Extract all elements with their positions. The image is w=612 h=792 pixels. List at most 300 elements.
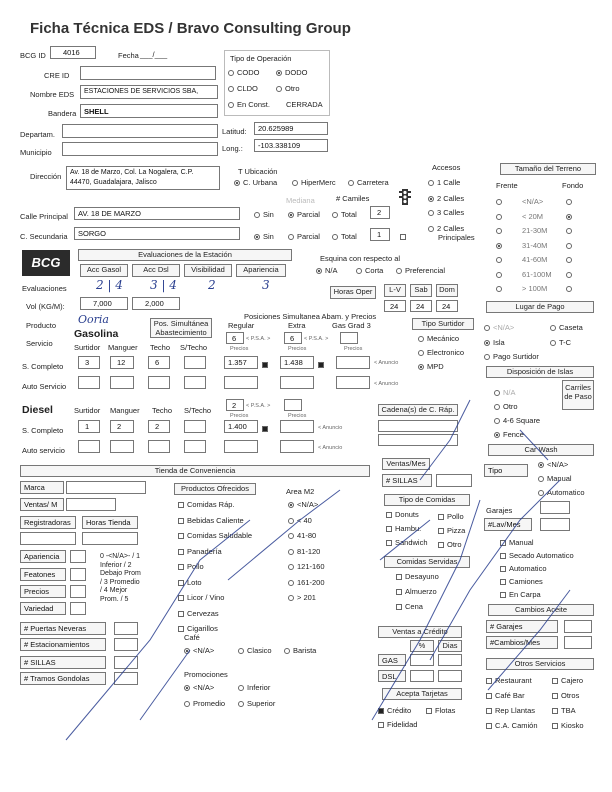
otro-servicio-label: Café Bar: [495, 691, 525, 700]
cafe-label: Café: [184, 633, 200, 642]
dsl-techo-field[interactable]: 2: [148, 420, 170, 433]
bcg-id-field[interactable]: 4016: [50, 46, 96, 59]
producto-check[interactable]: [178, 516, 244, 525]
car-wash-tipo: Tipo: [484, 464, 528, 477]
horas-sab-header: Sab: [410, 284, 432, 297]
otros-header: Otros Servicios: [486, 658, 594, 670]
cambios-garajes-field[interactable]: [564, 620, 592, 633]
regular-label: Regular: [228, 321, 255, 330]
producto-check[interactable]: [178, 609, 219, 618]
bcg-id-label: BCG ID: [20, 51, 46, 60]
dsl-stecho-field[interactable]: [184, 420, 206, 433]
producto-check[interactable]: [178, 593, 224, 602]
auto-extra-price[interactable]: [280, 376, 314, 389]
terreno-frente-radio[interactable]: [496, 270, 505, 279]
dsl-auto-manguer[interactable]: [110, 440, 134, 453]
tarjetas-header: Acepta Tarjetas: [382, 688, 462, 700]
dsl-pos2-field[interactable]: [284, 399, 302, 411]
dsl-price2-field[interactable]: [280, 420, 314, 433]
sin-radio-1[interactable]: Sin: [254, 210, 274, 219]
credito-dsl-pct[interactable]: [410, 670, 434, 682]
cw-manual-check[interactable]: Manual: [500, 538, 534, 547]
accesos-4-sub: Principales: [438, 233, 475, 242]
cw-carpa-check[interactable]: En Carpa: [500, 590, 541, 599]
accesos-3-radio[interactable]: 3 Calles: [428, 208, 464, 217]
estacionamientos-field[interactable]: [114, 638, 138, 651]
auto-servicio-label: Auto Servicio: [22, 382, 67, 391]
area-radio[interactable]: [288, 578, 325, 587]
dsl-pos-field[interactable]: 2: [226, 399, 244, 411]
cafe-na-radio[interactable]: <N/A>: [184, 646, 214, 655]
gas-surtidor-field[interactable]: 3: [78, 356, 100, 369]
dsl-auto-techo[interactable]: [148, 440, 170, 453]
producto-label: Pollo: [187, 562, 204, 571]
credito-check[interactable]: Crédito: [378, 706, 411, 715]
mpd-radio[interactable]: MPD: [418, 362, 444, 371]
grad3-pos-field[interactable]: [340, 332, 358, 344]
regular-precios: Precios: [230, 346, 249, 352]
area-radio[interactable]: [288, 547, 320, 556]
cadena-field-1[interactable]: [378, 420, 458, 432]
producto-check[interactable]: [178, 562, 204, 571]
producto-label: Comidas Ráp.: [187, 500, 235, 509]
horas-lv-header: L-V: [384, 284, 406, 297]
credito-gas-box: GAS: [378, 654, 406, 666]
credito-dsl-dias[interactable]: [438, 670, 462, 682]
apariencia-handwritten: 3: [262, 278, 270, 292]
horas-sab-field[interactable]: 24: [410, 300, 432, 312]
pago-tc-radio[interactable]: T-C: [550, 338, 571, 347]
s-completo-label: S. Completo: [22, 362, 64, 371]
acc-gasol-handwritten: 2 | 4: [96, 278, 123, 292]
cerrada-label: CERRADA: [286, 100, 323, 109]
pizza-check[interactable]: Pizza: [438, 526, 465, 535]
c-secundaria-label: C. Secundaria: [20, 232, 68, 241]
parcial-radio-1[interactable]: Parcial: [288, 210, 320, 219]
extra-label: Extra: [288, 321, 306, 330]
dsl-auto-price2[interactable]: [280, 440, 314, 453]
cafe-barista-radio[interactable]: Barista: [284, 646, 316, 655]
desayuno-check[interactable]: Desayuno: [396, 572, 439, 581]
c-urbana-radio[interactable]: C. Urbana: [234, 178, 277, 187]
otro-servicio-label: C.A. Camión: [495, 721, 538, 730]
terreno-fondo-radio[interactable]: [566, 255, 575, 264]
producto-label: Loto: [187, 577, 202, 587]
electronico-radio[interactable]: Electronico: [418, 348, 464, 357]
ventas-m-field[interactable]: [66, 498, 116, 511]
evaluaciones-label: Evaluaciones: [22, 284, 67, 293]
ventas-m-box: Ventas/ M: [20, 498, 64, 511]
credito-gas-pct[interactable]: [410, 654, 434, 666]
bandera-field[interactable]: SHELL: [80, 104, 218, 118]
vol-field-2[interactable]: 2,000: [132, 297, 180, 310]
codo-radio[interactable]: CODO: [228, 68, 260, 77]
parcial-radio-2[interactable]: Parcial: [288, 232, 320, 241]
lugar-pago-header: Lugar de Pago: [486, 301, 594, 313]
departam-label: Departam.: [20, 130, 56, 139]
promo-promedio-radio[interactable]: Promedio: [184, 699, 225, 708]
vol-label: Vol (KG/M):: [26, 302, 65, 311]
rating-scale-line: Debajo Prom: [100, 570, 141, 577]
long-field[interactable]: -103.338109: [254, 139, 328, 152]
registradoras-field[interactable]: [20, 532, 76, 545]
otro-servicio-label: Rep Llantas: [495, 706, 536, 715]
fidelidad-check[interactable]: Fidelidad: [378, 720, 417, 729]
credito-pct-header: %: [410, 640, 434, 652]
otro-comida-check[interactable]: Otro: [438, 540, 462, 549]
cafe-clasico-radio[interactable]: Clasico: [238, 646, 272, 655]
cldo-radio[interactable]: CLDO: [228, 84, 258, 93]
gasolina-label: Gasolina: [74, 328, 119, 340]
area-label: > 201: [297, 593, 316, 602]
traffic-light-icon: [398, 188, 412, 206]
dsl-anuncio-check[interactable]: [262, 424, 271, 433]
gas-stecho-header: S/Techo: [180, 343, 208, 352]
otro-servicio-check[interactable]: [486, 691, 525, 700]
area-radio[interactable]: [288, 516, 312, 525]
producto-check[interactable]: [178, 547, 222, 556]
otro-radio[interactable]: Otro: [276, 84, 300, 93]
dsl-psa: < P.S.A. >: [246, 403, 271, 409]
registradoras-box: Registradoras: [20, 516, 76, 529]
disp-square-radio[interactable]: 4-6 Square: [494, 416, 540, 425]
evaluaciones-header: Evaluaciones de la Estación: [78, 249, 292, 261]
otro-servicio-label: TBA: [561, 706, 576, 715]
esquina-pref-radio[interactable]: Preferencial: [396, 266, 445, 275]
dodo-radio[interactable]: DODO: [276, 68, 308, 77]
gasolina-handwritten: Ooria: [78, 313, 109, 326]
terreno-fondo-radio[interactable]: [566, 241, 575, 250]
disp-na-radio[interactable]: N/A: [494, 388, 516, 397]
terreno-row-label: 31-40M: [522, 240, 548, 250]
area-radio[interactable]: [288, 531, 316, 540]
area-label: 81-120: [297, 546, 321, 556]
marca-box: Marca: [20, 481, 64, 494]
terreno-frente-radio[interactable]: [496, 255, 505, 264]
horas-lv-field[interactable]: 24: [384, 300, 406, 312]
dsl-manguer-header: Manguer: [110, 406, 140, 415]
pago-surtidor-radio[interactable]: Pago Surtidor: [484, 352, 539, 361]
cambios-mes-box: #Cambios/Mes: [486, 636, 558, 649]
otro-servicio-check[interactable]: [486, 676, 532, 685]
promo-inferior-radio[interactable]: Inferior: [238, 683, 270, 692]
terreno-fondo-radio[interactable]: [566, 226, 575, 235]
horas-tienda-field[interactable]: [82, 532, 138, 545]
visibilidad-header: Visibilidad: [184, 264, 232, 277]
cw-na-radio[interactable]: <N/A>: [538, 460, 568, 469]
terreno-frente-radio[interactable]: [496, 284, 505, 293]
frente-label: Frente: [496, 181, 518, 190]
extra-pos-field[interactable]: 6: [284, 332, 302, 344]
latitud-field[interactable]: 20.625989: [254, 122, 328, 135]
producto-label: Licor / Vino: [187, 593, 225, 602]
disp-fence-radio[interactable]: Fence: [494, 430, 524, 439]
terreno-frente-radio[interactable]: [496, 212, 505, 221]
hambu-check[interactable]: Hambu.: [386, 524, 421, 533]
gas-manguer-header: Manguer: [108, 343, 138, 352]
calle-principal-field[interactable]: AV. 18 DE MARZO: [74, 207, 240, 220]
camiles-count-1[interactable]: 2: [370, 206, 390, 219]
cena-check[interactable]: Cena: [396, 602, 423, 611]
regular-anuncio-check[interactable]: [262, 360, 271, 369]
producto-label: Bebidas Caliente: [187, 515, 244, 525]
gas-stecho-field[interactable]: [184, 356, 206, 369]
extra-psa: < P.S.A. >: [304, 336, 329, 342]
long-label: Long.:: [222, 144, 243, 153]
otro-servicio-label: Cajero: [561, 676, 584, 685]
accesos-2-radio[interactable]: 2 Calles: [428, 194, 464, 203]
apariencia-header: Apariencia: [236, 264, 286, 277]
cw-manual-radio[interactable]: Manual: [538, 474, 572, 483]
tipo-comidas-header: Tipo de Comidas: [384, 494, 470, 506]
dsl-auto-stecho[interactable]: [184, 440, 206, 453]
car-wash-header: Car Wash: [488, 444, 594, 456]
tienda-sillas-box: # SILLAS: [20, 656, 106, 669]
extra-precios: Precios: [288, 346, 307, 352]
auto-techo-field[interactable]: [148, 376, 170, 389]
nombre-eds-label: Nombre EDS: [30, 90, 75, 99]
posiciones-label: Posiciones Simultanea Abam. y Precios: [244, 312, 377, 321]
diesel-label: Diesel: [22, 404, 53, 416]
pago-caseta-radio[interactable]: Caseta: [550, 323, 583, 332]
horas-dom-field[interactable]: 24: [436, 300, 458, 312]
ventas-credito-header: Ventas a Crédito: [378, 626, 462, 638]
camiles-count-2[interactable]: 1: [370, 228, 390, 241]
otro-servicio-check[interactable]: [552, 721, 584, 730]
dsl-precios: Precios: [230, 413, 249, 419]
cw-garajes-field[interactable]: [540, 501, 570, 514]
terreno-row-label: 41-60M: [522, 255, 548, 264]
total-radio-1[interactable]: Total: [332, 210, 357, 219]
apariencia-box: Apariencia: [20, 550, 66, 563]
terreno-fondo-radio[interactable]: [566, 197, 575, 206]
dsl-manguer-field[interactable]: 2: [110, 420, 134, 433]
dsl-surtidor-header: Surtidor: [74, 406, 101, 415]
cw-lav-mes-field[interactable]: [540, 518, 570, 531]
bandera-label: Bandera: [48, 109, 77, 118]
gas-techo-header: Techo: [150, 343, 171, 352]
terreno-fondo-radio[interactable]: [566, 270, 575, 279]
regular-pos-field[interactable]: 6: [226, 332, 244, 344]
visibilidad-handwritten: 2: [208, 278, 216, 292]
otro-servicio-check[interactable]: [552, 706, 576, 715]
gas-techo-field[interactable]: 6: [148, 356, 170, 369]
mediana-check[interactable]: [400, 232, 409, 241]
departam-field[interactable]: [62, 124, 218, 138]
producto-label: Cervezas: [187, 608, 219, 618]
featones-field[interactable]: [70, 568, 86, 581]
municipio-label: Municipio: [20, 148, 52, 157]
cw-garajes-label: Garajes: [486, 506, 513, 515]
fondo-label: Fondo: [562, 181, 584, 190]
cadena-header: Cadena(s) de C. Ráp.: [378, 404, 458, 416]
accesos-1-radio[interactable]: 1 Calle: [428, 178, 460, 187]
cambios-mes-field[interactable]: [564, 636, 592, 649]
cambios-garajes-box: # Garajes: [486, 620, 558, 633]
cw-auto-radio[interactable]: Automatico: [538, 488, 585, 497]
accesos-4-radio[interactable]: 2 Calles: [428, 224, 464, 233]
almuerzo-check[interactable]: Almuerzo: [396, 587, 437, 596]
auto-surtidor-field[interactable]: [78, 376, 100, 389]
esquina-na-radio[interactable]: N/A: [316, 266, 338, 275]
dsl-auto-anuncio: < Anuncio: [318, 445, 343, 451]
cw-automatico-check[interactable]: Automatico: [500, 564, 547, 573]
otro-servicio-label: Restaurant: [495, 676, 532, 685]
en-const-radio[interactable]: En Const.: [228, 100, 270, 109]
otro-servicio-check[interactable]: [486, 706, 535, 715]
terreno-frente-radio[interactable]: [496, 241, 505, 250]
extra-price-field[interactable]: 1.438: [280, 356, 314, 369]
tramos-box: # Tramos Gondolas: [20, 672, 106, 685]
area-radio[interactable]: [288, 500, 318, 509]
puertas-box: # Puertas Neveras: [20, 622, 106, 635]
accesos-label: Accesos: [432, 163, 461, 172]
otro-servicio-check[interactable]: [552, 676, 583, 685]
horas-tienda-box: Horas Tienda: [82, 516, 138, 529]
terreno-frente-radio[interactable]: [496, 197, 505, 206]
cw-secado-check[interactable]: Secado Automatico: [500, 551, 574, 560]
carretera-radio[interactable]: Carretera: [348, 178, 389, 187]
carriles-box: Carriles de Paso: [562, 380, 594, 410]
pago-na-radio[interactable]: <N/A>: [484, 323, 514, 332]
apariencia-field[interactable]: [70, 550, 86, 563]
terreno-row-label: 61-100M: [522, 269, 552, 279]
cre-id-field[interactable]: [80, 66, 216, 80]
producto-label: Cigarillos: [187, 624, 218, 633]
dsl-surtidor-field[interactable]: 1: [78, 420, 100, 433]
terreno-row-label: < 20M: [522, 211, 544, 221]
calle-principal-label: Calle Principal: [20, 212, 68, 221]
grad3-anuncio: < Anuncio: [374, 360, 399, 366]
acc-dsl-header: Acc Dsl: [132, 264, 180, 277]
nombre-eds-field[interactable]: ESTACIONES DE SERVICIOS SBA,: [80, 85, 218, 99]
cw-camiones-check[interactable]: Camiones: [500, 577, 543, 586]
municipio-field[interactable]: [62, 142, 218, 156]
area-label: 161-200: [297, 577, 325, 587]
terreno-frente-radio[interactable]: [496, 226, 505, 235]
auto-grad3-price[interactable]: [336, 376, 370, 389]
disposicion-header: Disposición de Islas: [486, 366, 594, 378]
sin-radio-2[interactable]: Sin: [254, 232, 274, 241]
terreno-row-label: > 100M: [522, 284, 548, 293]
esquina-label: Esquina con respecto al: [320, 254, 401, 263]
producto-check[interactable]: [178, 578, 202, 587]
regular-price-field[interactable]: 1.357: [224, 356, 258, 369]
pollo-check[interactable]: Pollo: [438, 512, 464, 521]
acc-gasol-header: Acc Gasol: [80, 264, 128, 277]
esquina-corta-radio[interactable]: Corta: [356, 266, 383, 275]
dsl-auto-servicio-label: Auto servicio: [22, 446, 65, 455]
producto-label: Panadería: [187, 546, 222, 556]
producto-label: Comidas Saludable: [187, 531, 253, 540]
otro-servicio-check[interactable]: [486, 721, 538, 730]
fecha-label: Fecha: [118, 51, 139, 60]
producto-check[interactable]: [178, 531, 252, 540]
puertas-field[interactable]: [114, 622, 138, 635]
precios-field[interactable]: [70, 585, 86, 598]
dsl-price-field[interactable]: 1.400: [224, 420, 258, 433]
promo-superior-radio[interactable]: Superior: [238, 699, 275, 708]
area-radio[interactable]: [288, 562, 325, 571]
producto-label: Producto: [26, 321, 57, 330]
total-radio-2[interactable]: Total: [332, 232, 357, 241]
tramos-field[interactable]: [114, 672, 138, 685]
horas-oper-header: Horas Oper: [330, 286, 376, 299]
area-label: < 40: [297, 515, 312, 525]
cadena-field-2[interactable]: [378, 434, 458, 446]
vol-field-1[interactable]: 7,000: [80, 297, 128, 310]
promociones-label: Promociones: [184, 670, 228, 679]
credito-gas-dias[interactable]: [438, 654, 462, 666]
sillas-field[interactable]: [436, 474, 472, 487]
marca-field[interactable]: [66, 481, 146, 494]
area-radio[interactable]: [288, 593, 316, 602]
dsl-s-completo-label: S. Completo: [22, 426, 64, 435]
precios-box: Precios: [20, 585, 66, 598]
sillas-box: # SILLAS: [382, 474, 432, 487]
dsl-techo-header: Techo: [152, 406, 173, 415]
donuts-check[interactable]: Donuts: [386, 510, 419, 519]
auto-manguer-field[interactable]: [110, 376, 134, 389]
auto-anuncio: < Anuncio: [374, 381, 399, 387]
cre-id-label: CRE ID: [44, 71, 70, 80]
pos-sim-header: Pos. Simultánea Abastecimiento: [150, 318, 212, 338]
hipermerc-radio[interactable]: HiperMerc: [292, 178, 336, 187]
c-secundaria-field[interactable]: SORGO: [74, 227, 240, 240]
tienda-sillas-field[interactable]: [114, 656, 138, 669]
otro-servicio-check[interactable]: [552, 691, 579, 700]
terreno-fondo-radio[interactable]: [566, 284, 575, 293]
flotas-check[interactable]: Flotas: [426, 706, 455, 715]
area-label: 121-160: [297, 562, 325, 571]
auto-stecho-field[interactable]: [184, 376, 206, 389]
gas-grad-label: Gas Grad 3: [332, 321, 371, 330]
producto-check[interactable]: [178, 500, 235, 509]
variedad-field[interactable]: [70, 602, 86, 615]
extra-anuncio-check[interactable]: [318, 360, 327, 369]
sandwich-check[interactable]: Sandwich: [386, 538, 428, 547]
dsl-auto-surtidor[interactable]: [78, 440, 100, 453]
tipo-operacion-label: Tipo de Operación: [230, 54, 292, 63]
auto-regular-price[interactable]: [224, 376, 258, 389]
terreno-row-label: 21-30M: [522, 226, 548, 235]
direccion-label: Dirección: [30, 172, 62, 181]
pago-isla-radio[interactable]: Isla: [484, 338, 505, 347]
fecha-value: ___/___: [140, 50, 168, 59]
camiles-label: # Camiles: [336, 194, 370, 203]
rating-scale-line: Inferior / 2: [100, 561, 132, 569]
grad3-precios: Precios: [344, 346, 363, 352]
dsl-auto-price[interactable]: [224, 440, 258, 453]
otro-servicio-label: Kiosko: [561, 721, 584, 730]
terreno-fondo-radio[interactable]: [566, 212, 575, 221]
tienda-header: Tienda de Conveniencia: [20, 465, 370, 477]
disp-otro-radio[interactable]: Otro: [494, 402, 518, 411]
promo-na-radio[interactable]: <N/A>: [184, 683, 214, 692]
producto-check[interactable]: [178, 624, 218, 633]
ubicacion-label: T Ubicación: [238, 167, 278, 176]
grad3-price-field[interactable]: [336, 356, 370, 369]
area-label: <N/A>: [297, 500, 319, 509]
page-title: Ficha Técnica EDS / Bravo Consulting Group: [30, 20, 351, 37]
acc-dsl-handwritten: 3 | 4: [150, 278, 177, 292]
gas-manguer-field[interactable]: 12: [110, 356, 134, 369]
area-label: Area M2: [286, 487, 315, 496]
mecanico-radio[interactable]: Mecánico: [418, 334, 459, 343]
direccion-field[interactable]: Av. 18 de Marzo, Col. La Nogalera, C.P. 44470, Guadalajara, Jalisco: [66, 166, 220, 190]
terreno-header: Tamaño del Terreno: [500, 163, 596, 175]
credito-dsl-box: DSL: [378, 670, 406, 682]
